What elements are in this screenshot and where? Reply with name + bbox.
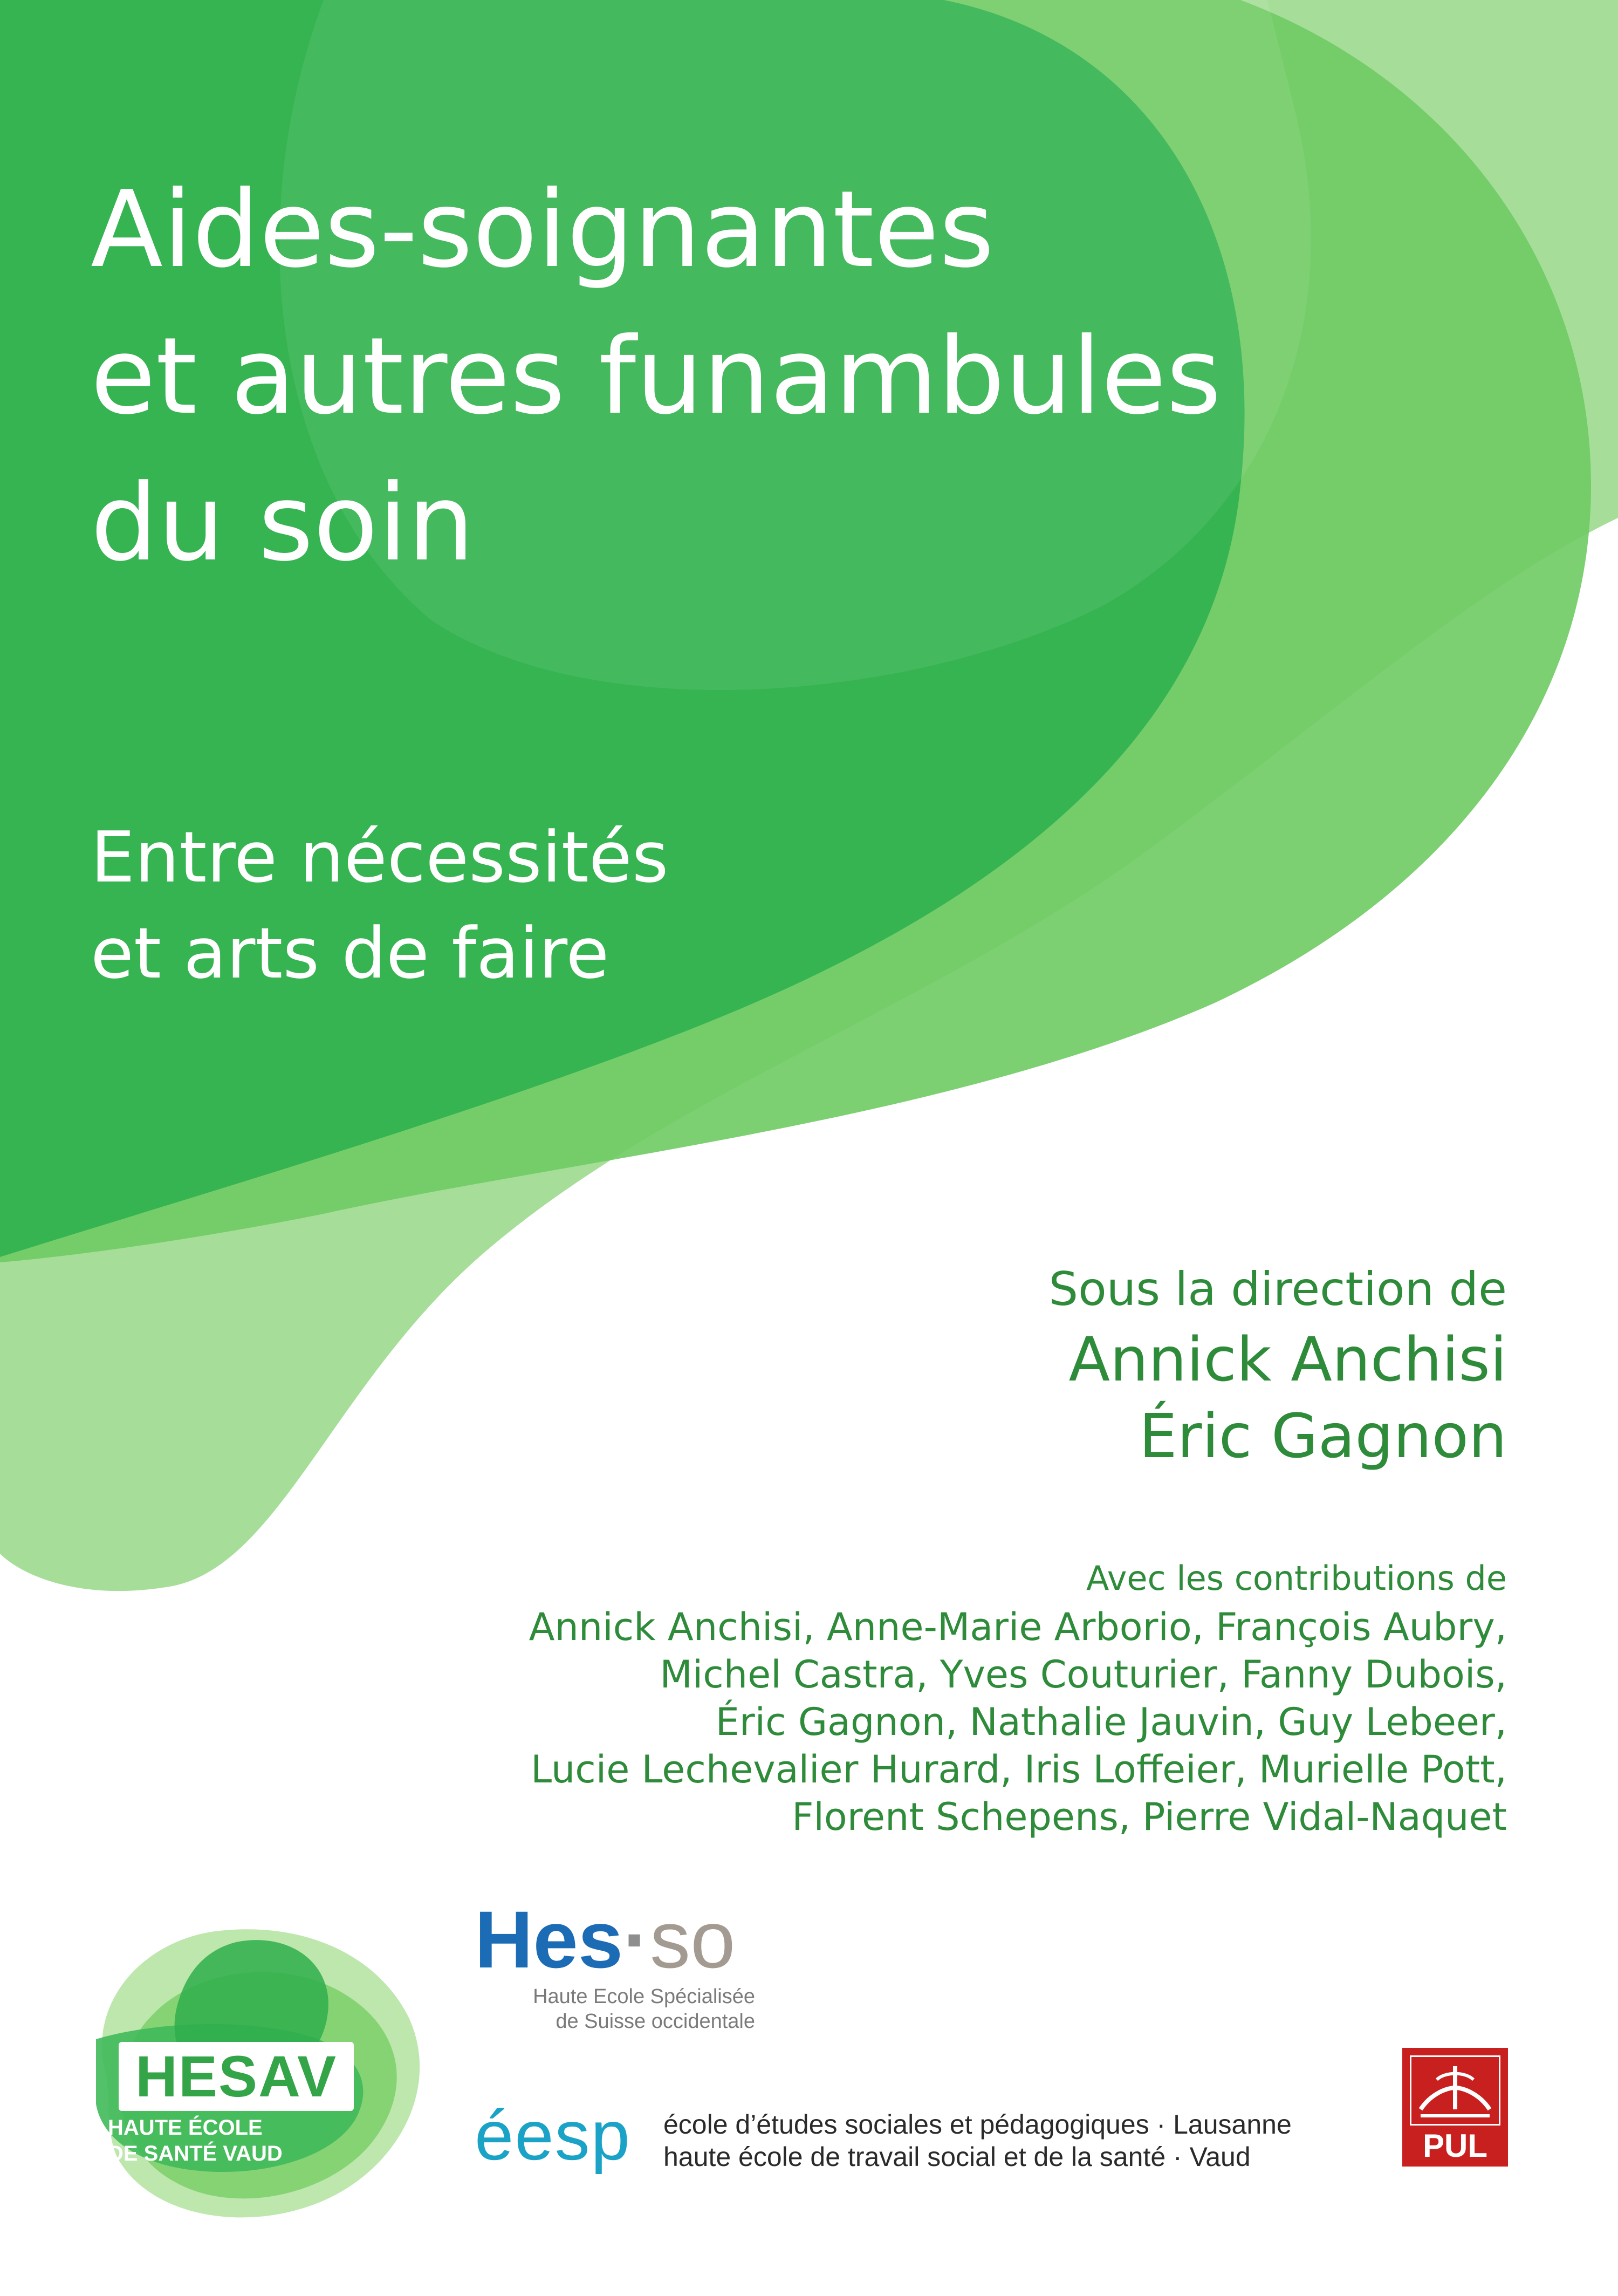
eesp-text-line-2: haute école de travail social et de la santé · Vaud bbox=[663, 2142, 1251, 2172]
hesav-wordmark: HESAV bbox=[135, 2044, 338, 2109]
title-line-2: et autres funambules bbox=[91, 315, 1222, 438]
eesp-text bbox=[663, 2108, 1292, 2173]
hesso-subtitle-line-1: Haute Ecole Spécialisée bbox=[533, 1985, 755, 2008]
editors-block bbox=[1048, 1257, 1507, 1475]
book-title bbox=[91, 156, 1221, 597]
hesso-mark bbox=[475, 1894, 777, 1985]
pul-label: PUL bbox=[1423, 2128, 1487, 2164]
hesso-mark-left: Hes bbox=[475, 1894, 623, 1985]
eesp-logo bbox=[475, 2097, 1338, 2184]
editors-lead: Sous la direction de bbox=[1048, 1262, 1507, 1316]
book-subtitle bbox=[91, 809, 668, 1001]
eesp-mark: éesp bbox=[475, 2096, 631, 2175]
contributors-line-1: Annick Anchisi, Anne-Marie Arborio, François Aubry, bbox=[529, 1605, 1507, 1649]
hesav-tagline bbox=[108, 2115, 283, 2167]
contributors-line-5: Florent Schepens, Pierre Vidal-Naquet bbox=[792, 1795, 1507, 1839]
hesav-tagline-line-2: DE SANTÉ VAUD bbox=[108, 2142, 283, 2165]
title-line-1: Aides-soignantes bbox=[91, 168, 995, 291]
pul-emblem-icon bbox=[1410, 2055, 1500, 2126]
editor-name-1: Annick Anchisi bbox=[1068, 1325, 1507, 1395]
contributors-line-2: Michel Castra, Yves Couturier, Fanny Dubois, bbox=[660, 1652, 1507, 1697]
hesav-tagline-line-1: HAUTE ÉCOLE bbox=[108, 2116, 263, 2140]
eesp-text-line-1: école d’études sociales et pédagogiques · Lausanne bbox=[663, 2109, 1292, 2140]
editor-name-2: Éric Gagnon bbox=[1139, 1402, 1507, 1472]
hesso-mark-right: so bbox=[650, 1894, 736, 1985]
hesso-logo bbox=[475, 1894, 777, 2039]
hesav-wordmark-box bbox=[119, 2042, 354, 2111]
title-line-3: du soin bbox=[91, 462, 475, 585]
hesso-mark-dot: · bbox=[623, 1894, 650, 1985]
contributors-block bbox=[529, 1554, 1507, 1841]
contributors-lead: Avec les contributions de bbox=[1086, 1559, 1507, 1598]
contributors-line-3: Éric Gagnon, Nathalie Jauvin, Guy Lebeer, bbox=[715, 1700, 1507, 1744]
contributors-line-4: Lucie Lechevalier Hurard, Iris Loffeier, Murielle Pott, bbox=[531, 1747, 1507, 1792]
hesav-logo bbox=[74, 1910, 430, 2233]
subtitle-line-2: et arts de faire bbox=[91, 912, 609, 994]
hesso-subtitle bbox=[533, 1984, 755, 2034]
hesso-subtitle-line-2: de Suisse occidentale bbox=[556, 2010, 755, 2033]
subtitle-line-1: Entre nécessités bbox=[91, 816, 669, 898]
pul-logo bbox=[1402, 2048, 1508, 2167]
